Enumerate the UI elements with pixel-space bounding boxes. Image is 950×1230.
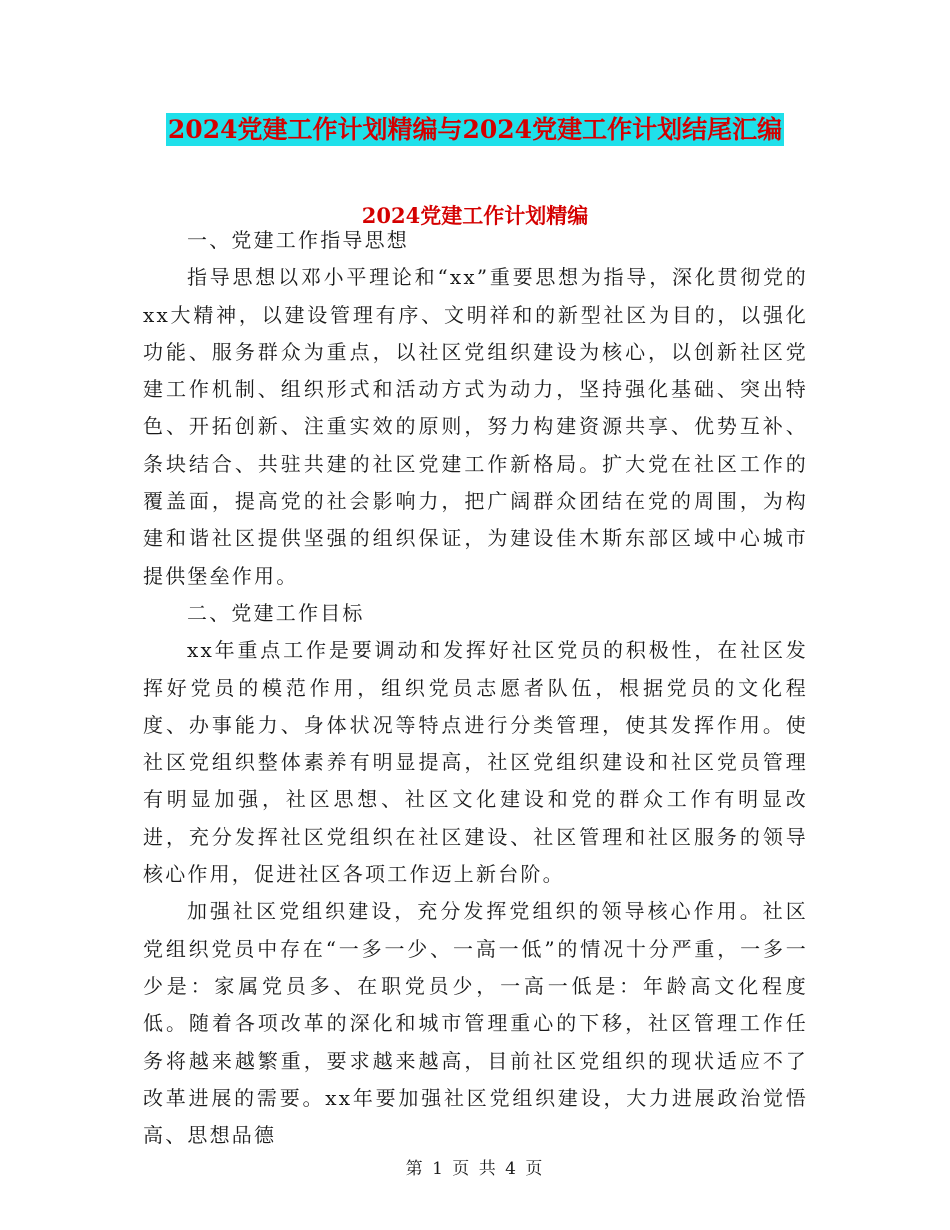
page-number-footer: 第 1 页 共 4 页 [405,1159,545,1179]
section-title: 2024党建工作计划精编 [361,203,589,228]
paragraph-organization-building: 加强社区党组织建设，充分发挥党组织的领导核心作用。社区党组织党员中存在“一多一少、一高一低”的情况十分严重，一多一少是：家属党员多、在职党员少，一高一低是：年龄高文化程度低。随着各项改革的深化和城市管理重心的下移，社区管理工作任务将越来越繁重，要求越来越高，目前社区党组织的现状适应不了改革进展的需要。xx年要加强社区党组织建设，大力进展政治觉悟高、思想品德 [143,899,808,1148]
paragraph-guiding-ideology: 指导思想以邓小平理论和“xx”重要思想为指导，深化贯彻党的xx大精神，以建设管理有序、文明祥和的新型社区为目的，以强化功能、服务群众为重点，以社区党组织建设为核心，以创新社区党建工作机制、组织形式和活动方式为动力，坚持强化基础、突出特色、开拓创新、注重实效的原则，努力构建资源共享、优势互补、条块结合、共驻共建的社区党建工作新格局。扩大党在社区工作的覆盖面，提高党的社会影响力，把广阔群众团结在党的周围，为构建和谐社区提供坚强的组织保证，为建设佳木斯东部区域中心城市提供堡垒作用。 [143,265,808,588]
paragraph-work-goals: xx年重点工作是要调动和发挥好社区党员的积极性，在社区发挥好党员的模范作用，组织党员志愿者队伍，根据党员的文化程度、办事能力、身体状况等特点进行分类管理，使其发挥作用。使社区党组织整体素养有明显提高，社区党组织建设和社区党员管理有明显加强，社区思想、社区文化建设和党的群众工作有明显改进，充分发挥社区党组织在社区建设、社区管理和社区服务的领导核心作用，促进社区各项工作迈上新台阶。 [143,638,808,887]
document-body [143,222,808,1154]
heading-work-goals: 二、党建工作目标 [187,600,365,625]
document-title-block [0,112,950,148]
document-title: 2024党建工作计划精编与2024党建工作计划结尾汇编 [167,115,783,144]
heading-guiding-ideology: 一、党建工作指导思想 [187,228,409,252]
